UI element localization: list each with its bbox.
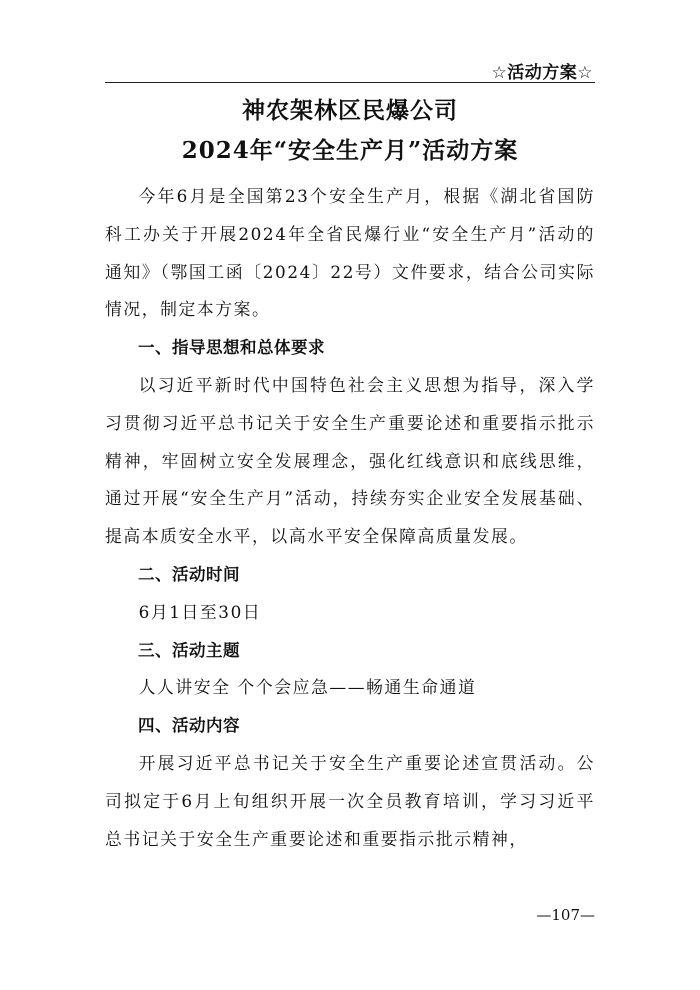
section-text-activity-theme: 人人讲安全 个个会应急——畅通生命通道 bbox=[138, 677, 477, 698]
section-heading-activity-theme: 三、活动主题 bbox=[138, 640, 240, 660]
document-body bbox=[105, 178, 595, 858]
section-text-activity-time: 6月1日至30日 bbox=[138, 601, 262, 622]
header-label: ☆活动方案☆ bbox=[491, 63, 593, 83]
section-heading-guiding-principles: 一、指导思想和总体要求 bbox=[138, 338, 325, 358]
document-title-organization: 神农架林区民爆公司 bbox=[242, 97, 458, 124]
page-number: —107— bbox=[536, 906, 595, 924]
section-heading-activity-time: 二、活动时间 bbox=[138, 564, 240, 584]
document-title-plan: 2024年“安全生产月”活动方案 bbox=[181, 137, 519, 164]
intro-paragraph: 今年6月是全国第23个安全生产月，根据《湖北省国防科工办关于开展2024年全省民爆行业“安全生产月”活动的通知》（鄂国工函〔2024〕22号）文件要求，结合公司实际情况，制定本方案。 bbox=[105, 186, 595, 320]
section-text-activity-content: 开展习近平总书记关于安全生产重要论述宣贯活动。公司拟定于6月上旬组织开展一次全员教育培训，学习习近平总书记关于安全生产重要论述和重要指示批示精神， bbox=[105, 752, 595, 849]
page-header bbox=[105, 52, 595, 83]
section-heading-activity-content: 四、活动内容 bbox=[138, 716, 240, 736]
section-text-guiding-principles: 以习近平新时代中国特色社会主义思想为指导，深入学习贯彻习近平总书记关于安全生产重要论述和重要指示批示精神，牢固树立安全发展理念，强化红线意识和底线思维，通过开展“安全生产月”活动，持续夯实企业安全发展基础、提高本质安全水平，以高水平安全保障高质量发展。 bbox=[105, 374, 595, 547]
